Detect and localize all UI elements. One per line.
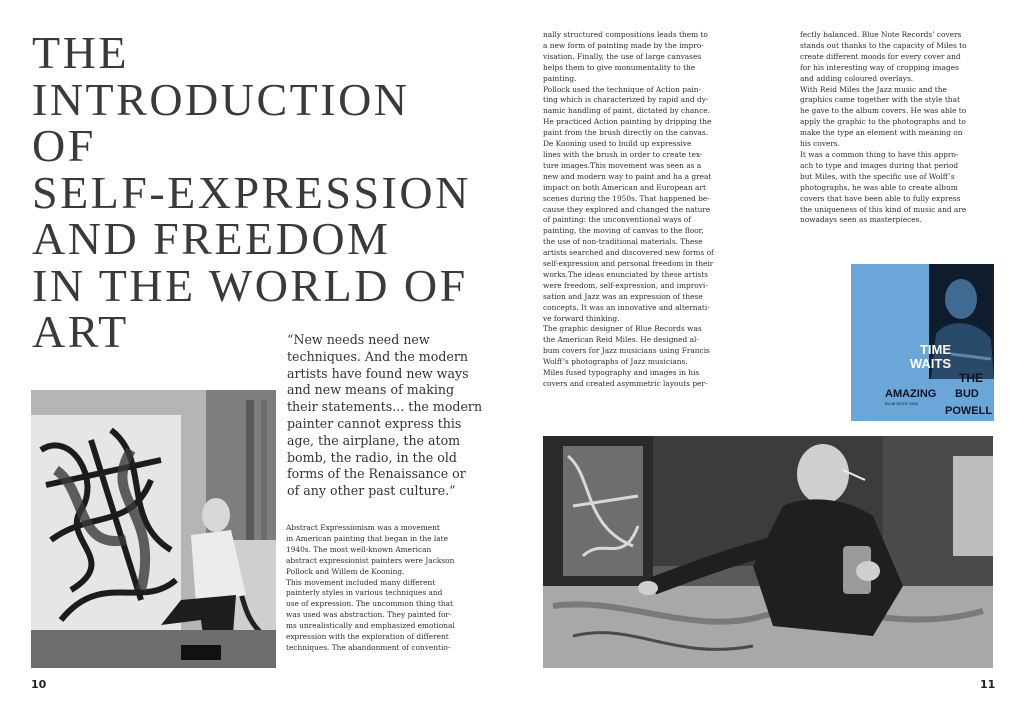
album-text-amazing: AMAZING — [885, 388, 937, 400]
title-line: AND FREEDOM — [32, 213, 391, 264]
text-line: for his interesting way of cropping images — [800, 62, 959, 72]
text-line: namic handling of paint, dictated by chance. — [543, 106, 710, 116]
text-line: scenes during the 1950s. That happened be- — [543, 193, 710, 203]
text-line: make the type an element with meaning on — [800, 128, 963, 138]
text-line: the uniqueness of this kind of music and are — [800, 204, 967, 214]
text-line: graphics came together with the style that — [800, 95, 960, 105]
quote-line: of any other past culture.” — [287, 483, 456, 499]
body-text-column-3 — [800, 30, 1000, 226]
text-line: With Reid Miles the Jazz music and the — [800, 84, 947, 94]
title-line: OF — [32, 120, 96, 171]
page-title — [32, 27, 502, 357]
text-line: painting. — [543, 73, 577, 83]
quote-line: age, the airplane, the atom — [287, 432, 461, 448]
quote-line: forms of the Renaissance or — [287, 466, 466, 482]
page-number-left: 10 — [31, 678, 47, 691]
title-line: SELF-EXPRESSION — [32, 166, 471, 218]
text-line: he gave to the album covers. He was able to — [800, 106, 967, 116]
text-line: cause they explored and changed the nature — [543, 204, 711, 214]
text-line: Wolff’s photographs of Jazz musicians. — [543, 357, 688, 367]
text-line: visation. Finally, the use of large canvases — [543, 51, 702, 61]
text-line: painting, the moving of canvas to the floor, — [543, 226, 704, 236]
title-line: THE — [32, 27, 129, 78]
text-line: photographs, he was able to create album — [800, 182, 958, 192]
text-line: Abstract Expressionism was a movement — [286, 523, 440, 532]
album-text-waits: WAITS — [909, 356, 951, 371]
text-line: ach to type and images during that period — [800, 160, 959, 170]
text-line: nowadays seen as masterpieces. — [800, 215, 922, 225]
album-text-bud: BUD — [955, 388, 979, 400]
page-number-right: 11 — [980, 678, 996, 691]
photo-de-kooning-studio — [31, 390, 276, 668]
text-line: painterly styles in various techniques and — [286, 588, 443, 598]
text-line: Pollock used the technique of Action pain- — [543, 84, 701, 94]
text-line: apply the graphic to the photographs and to — [800, 117, 966, 127]
text-line: nally structured compositions leads them to — [543, 30, 708, 39]
text-line: helps them to give monumentality to the — [543, 62, 696, 72]
text-line: of painting: the unconventional ways of — [543, 215, 691, 225]
text-line: This movement included many different — [286, 577, 436, 587]
body-text-column-1 — [286, 523, 486, 654]
text-line: but Miles, with the specific use of Wolff’s — [800, 171, 955, 181]
text-line: expression with the exploration of different — [286, 632, 449, 642]
text-line: He practiced Action painting by dripping the — [543, 117, 712, 127]
text-line: self-expression and personal freedom in their — [543, 259, 714, 269]
text-line: Miles fused typography and images in his — [543, 368, 700, 378]
text-line: The graphic designer of Blue Records was — [543, 324, 702, 334]
title-line: ART — [32, 306, 129, 357]
body-text-column-2 — [543, 30, 748, 390]
text-line: in American painting that began in the late — [286, 533, 449, 543]
text-line: bum covers for Jazz musicians using Francis — [543, 346, 710, 356]
text-line: covers and created asymmetric layouts per- — [543, 379, 708, 388]
text-line: his covers. — [800, 139, 841, 149]
quote-line: “New needs need new — [287, 332, 430, 347]
text-line: De Kooning used to build up expressive — [543, 139, 692, 149]
text-line: fectly balanced. Blue Note Records’ covers — [800, 30, 962, 39]
text-line: techniques. The abandonment of conventio- — [286, 642, 451, 652]
quote-line: techniques. And the modern — [287, 348, 468, 364]
text-line: new and modern way to paint and ha a great — [543, 171, 712, 181]
text-line: a new form of painting made by the impro- — [543, 40, 704, 50]
album-cover-time-waits — [851, 264, 994, 421]
title-line: INTRODUCTION — [32, 73, 410, 125]
text-line: artists searched and discovered new forms of — [543, 248, 714, 258]
text-line: ting which is characterized by rapid and dy- — [543, 95, 709, 105]
album-text-time: TIME — [919, 342, 951, 357]
photo-pollock-painting — [543, 436, 993, 668]
text-line: 1940s. The most well-known American — [286, 544, 432, 554]
album-catalog-number: BLUE NOTE 1598 — [885, 401, 918, 406]
quote-line: their statements... the modern — [287, 399, 483, 415]
text-line: impact on both American and European art — [543, 182, 706, 192]
text-line: ture images.This movement was seen as a — [543, 160, 702, 170]
text-line: abstract expressionist painters were Jackson — [286, 555, 455, 565]
text-line: stands out thanks to the capacity of Miles to — [800, 40, 967, 50]
title-line: IN THE WORLD OF — [32, 259, 468, 311]
text-line: ms unrealistically and emphasized emotional — [286, 621, 455, 631]
text-line: It was a common thing to have this appro- — [800, 149, 959, 159]
quote-line: artists have found new ways — [287, 365, 469, 381]
text-line: Pollock and Willem de Kooning. — [286, 566, 405, 576]
text-line: use of expression. The uncommon thing that — [286, 599, 453, 609]
text-line: were freedom, self-expression, and improvi- — [543, 280, 708, 290]
text-line: concepts. It was an innovative and alternati- — [543, 302, 710, 312]
text-line: works.The ideas enunciated by these artists — [543, 269, 709, 279]
album-text-the: THE — [959, 371, 983, 385]
album-text-powell: POWELL — [945, 405, 993, 417]
text-line: was used was abstraction. They painted for- — [286, 610, 452, 620]
quote-line: painter cannot express this — [287, 415, 462, 431]
quote-line: and new means of making — [287, 382, 455, 398]
text-line: and adding coloured overlays. — [800, 73, 914, 83]
text-line: the use of non-traditional materials. These — [543, 237, 703, 247]
text-line: paint from the brush directly on the canvas. — [543, 128, 709, 138]
text-line: covers that have been able to fully express — [800, 193, 961, 203]
text-line: ve forward thinking. — [543, 313, 620, 323]
quote-line: bomb, the radio, in the old — [287, 449, 457, 465]
pull-quote — [287, 332, 487, 500]
text-line: lines with the brush in order to create tex- — [543, 149, 703, 159]
text-line: sation and Jazz was an expression of these — [543, 291, 703, 301]
text-line: create different moods for every cover and — [800, 51, 961, 61]
text-line: the American Reid Miles. He designed al- — [543, 335, 699, 345]
